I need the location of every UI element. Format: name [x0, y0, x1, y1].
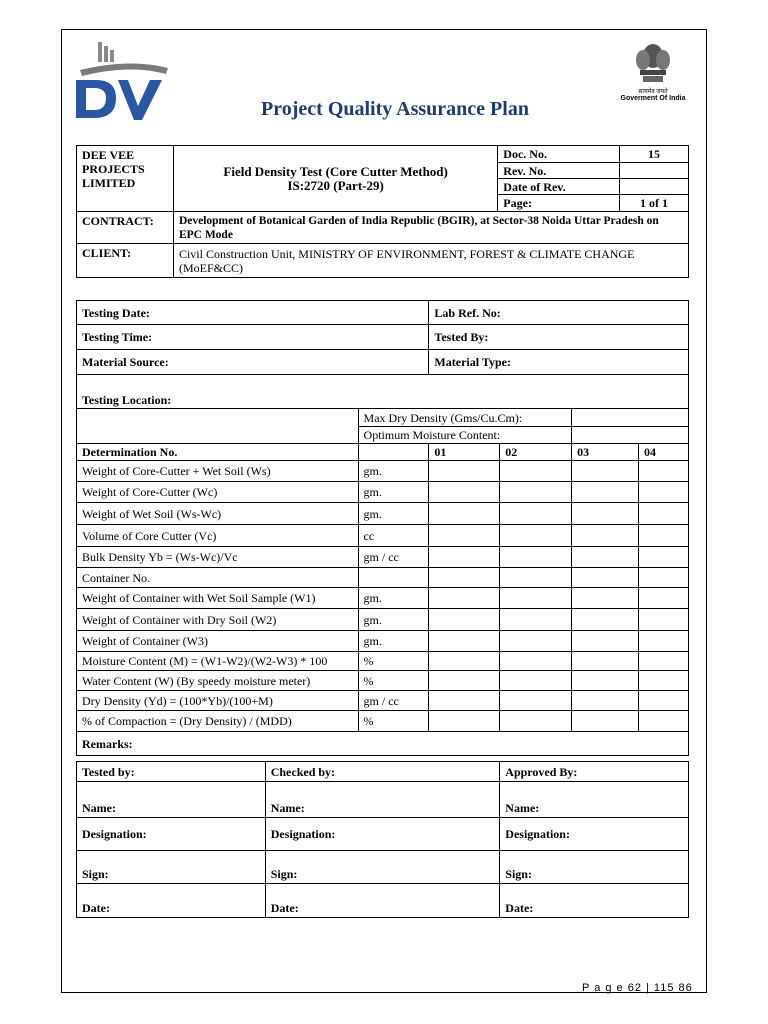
company-name: DEE VEE PROJECTS LIMITED	[77, 146, 174, 212]
table-row	[77, 482, 689, 503]
value-cell	[572, 525, 639, 547]
tested-designation: Designation:	[77, 818, 266, 851]
approved-name: Name:	[500, 782, 689, 818]
tested-name: Name:	[77, 782, 266, 818]
value-cell	[500, 631, 572, 652]
value-cell	[572, 631, 639, 652]
unit-label: %	[358, 671, 429, 691]
page-label: Page:	[498, 195, 620, 212]
tested-by-label: Tested By:	[429, 325, 689, 350]
unit-label: gm.	[358, 482, 429, 503]
unit-label	[358, 568, 429, 588]
value-cell	[429, 652, 500, 671]
emblem-caption: Goverment Of India	[620, 95, 686, 102]
value-cell	[639, 652, 689, 671]
contract-label: CONTRACT:	[77, 212, 174, 244]
checked-date: Date:	[265, 884, 500, 918]
value-cell	[500, 482, 572, 503]
unit-label: cc	[358, 525, 429, 547]
value-cell	[639, 503, 689, 525]
unit-label: gm / cc	[358, 691, 429, 711]
checked-designation: Designation:	[265, 818, 500, 851]
value-cell	[500, 503, 572, 525]
unit-label: gm.	[358, 609, 429, 631]
table-row	[77, 711, 689, 732]
test-title-cell	[173, 146, 497, 212]
value-cell	[500, 671, 572, 691]
material-source-label: Material Source:	[77, 350, 429, 375]
table-row	[77, 525, 689, 547]
value-cell	[572, 588, 639, 609]
doc-no-value: 15	[620, 146, 689, 163]
parameter-label: Weight of Core-Cutter + Wet Soil (Ws)	[77, 461, 359, 482]
checked-sign: Sign:	[265, 851, 500, 884]
dee-vee-logo	[70, 40, 170, 122]
value-cell	[572, 671, 639, 691]
blank-cell	[77, 409, 359, 444]
doc-no-label: Doc. No.	[498, 146, 620, 163]
value-cell	[429, 609, 500, 631]
unit-label: %	[358, 652, 429, 671]
measurement-rows	[77, 461, 689, 732]
value-cell	[500, 691, 572, 711]
test-title: Field Density Test (Core Cutter Method)	[223, 163, 448, 179]
page-footer: P a g e 62 | 115 86	[582, 982, 693, 994]
testing-time-label: Testing Time:	[77, 325, 429, 350]
table-row	[77, 631, 689, 652]
unit-label: gm.	[358, 588, 429, 609]
approved-designation: Designation:	[500, 818, 689, 851]
table-row	[77, 568, 689, 588]
col-04: 04	[639, 444, 689, 461]
contract-value: Development of Botanical Garden of India Republic (BGIR), at Sector-38 Noida Uttar Pradesh on EPC Mode	[173, 212, 688, 244]
remarks-label: Remarks:	[77, 732, 689, 756]
unit-label: gm.	[358, 461, 429, 482]
field-density-table	[76, 300, 689, 756]
value-cell	[572, 652, 639, 671]
table-row	[77, 503, 689, 525]
parameter-label: Weight of Container with Wet Soil Sample (W1)	[77, 588, 359, 609]
approved-sign: Sign:	[500, 851, 689, 884]
value-cell	[639, 482, 689, 503]
unit-label: gm / cc	[358, 547, 429, 568]
date-of-rev-label: Date of Rev.	[498, 179, 620, 195]
value-cell	[500, 711, 572, 732]
omc-value	[572, 427, 689, 444]
tested-sign: Sign:	[77, 851, 266, 884]
value-cell	[639, 691, 689, 711]
value-cell	[572, 609, 639, 631]
col-03: 03	[572, 444, 639, 461]
client-label: CLIENT:	[77, 244, 174, 278]
lion-capital-icon	[616, 40, 690, 86]
parameter-label: Weight of Core-Cutter (Wc)	[77, 482, 359, 503]
tested-by-signoff: Tested by:	[77, 762, 266, 782]
value-cell	[500, 652, 572, 671]
value-cell	[572, 547, 639, 568]
value-cell	[572, 711, 639, 732]
table-row	[77, 461, 689, 482]
value-cell	[500, 461, 572, 482]
page-value: 1 of 1	[620, 195, 689, 212]
value-cell	[639, 671, 689, 691]
value-cell	[639, 609, 689, 631]
value-cell	[639, 525, 689, 547]
value-cell	[429, 525, 500, 547]
value-cell	[572, 482, 639, 503]
value-cell	[429, 503, 500, 525]
value-cell	[429, 631, 500, 652]
lab-ref-label: Lab Ref. No:	[429, 301, 689, 325]
document-header-table	[76, 145, 689, 278]
value-cell	[572, 461, 639, 482]
value-cell	[429, 671, 500, 691]
table-row	[77, 671, 689, 691]
value-cell	[429, 482, 500, 503]
value-cell	[429, 568, 500, 588]
value-cell	[500, 609, 572, 631]
value-cell	[639, 588, 689, 609]
value-cell	[500, 547, 572, 568]
client-value: Civil Construction Unit, MINISTRY OF ENVIRONMENT, FOREST & CLIMATE CHANGE (MoEF&CC)	[173, 244, 688, 278]
determination-unit-blank	[358, 444, 429, 461]
table-row	[77, 547, 689, 568]
value-cell	[500, 588, 572, 609]
value-cell	[500, 568, 572, 588]
value-cell	[429, 711, 500, 732]
col-01: 01	[429, 444, 500, 461]
parameter-label: Weight of Container (W3)	[77, 631, 359, 652]
tested-date: Date:	[77, 884, 266, 918]
value-cell	[639, 568, 689, 588]
value-cell	[639, 461, 689, 482]
value-cell	[429, 547, 500, 568]
approved-date: Date:	[500, 884, 689, 918]
unit-label: gm.	[358, 503, 429, 525]
value-cell	[500, 525, 572, 547]
approved-by-signoff: Approved By:	[500, 762, 689, 782]
unit-label: %	[358, 711, 429, 732]
value-cell	[639, 631, 689, 652]
test-standard: IS:2720 (Part-29)	[287, 177, 384, 193]
determination-label: Determination No.	[77, 444, 359, 461]
material-type-label: Material Type:	[429, 350, 689, 375]
parameter-label: Weight of Wet Soil (Ws-Wc)	[77, 503, 359, 525]
max-dry-density-label: Max Dry Density (Gms/Cu.Cm):	[358, 409, 572, 427]
value-cell	[572, 503, 639, 525]
signoff-table	[76, 761, 689, 918]
table-row	[77, 588, 689, 609]
table-row	[77, 609, 689, 631]
omc-label: Optimum Moisture Content:	[358, 427, 572, 444]
parameter-label: Dry Density (Yd) = (100*Yb)/(100+M)	[77, 691, 359, 711]
parameter-label: Weight of Container with Dry Soil (W2)	[77, 609, 359, 631]
rev-no-value	[620, 163, 689, 179]
checked-by-signoff: Checked by:	[265, 762, 500, 782]
unit-label: gm.	[358, 631, 429, 652]
value-cell	[572, 691, 639, 711]
parameter-label: % of Compaction = (Dry Density) / (MDD)	[77, 711, 359, 732]
value-cell	[429, 691, 500, 711]
table-row	[77, 691, 689, 711]
value-cell	[572, 568, 639, 588]
value-cell	[639, 711, 689, 732]
rev-no-label: Rev. No.	[498, 163, 620, 179]
testing-location-label: Testing Location:	[77, 375, 689, 409]
parameter-label: Container No.	[77, 568, 359, 588]
value-cell	[639, 547, 689, 568]
parameter-label: Water Content (W) (By speedy moisture meter)	[77, 671, 359, 691]
parameter-label: Moisture Content (M) = (W1-W2)/(W2-W3) * 100	[77, 652, 359, 671]
col-02: 02	[500, 444, 572, 461]
max-dry-density-value	[572, 409, 689, 427]
value-cell	[429, 588, 500, 609]
page-title: Project Quality Assurance Plan	[261, 98, 529, 120]
parameter-label: Volume of Core Cutter (Vc)	[77, 525, 359, 547]
checked-name: Name:	[265, 782, 500, 818]
value-cell	[429, 461, 500, 482]
testing-date-label: Testing Date:	[77, 301, 429, 325]
emblem-motto: सत्यमेव जयते	[638, 89, 668, 95]
government-emblem	[616, 40, 690, 118]
parameter-label: Bulk Density Yb = (Ws-Wc)/Vc	[77, 547, 359, 568]
table-row	[77, 652, 689, 671]
date-of-rev-value	[620, 179, 689, 195]
